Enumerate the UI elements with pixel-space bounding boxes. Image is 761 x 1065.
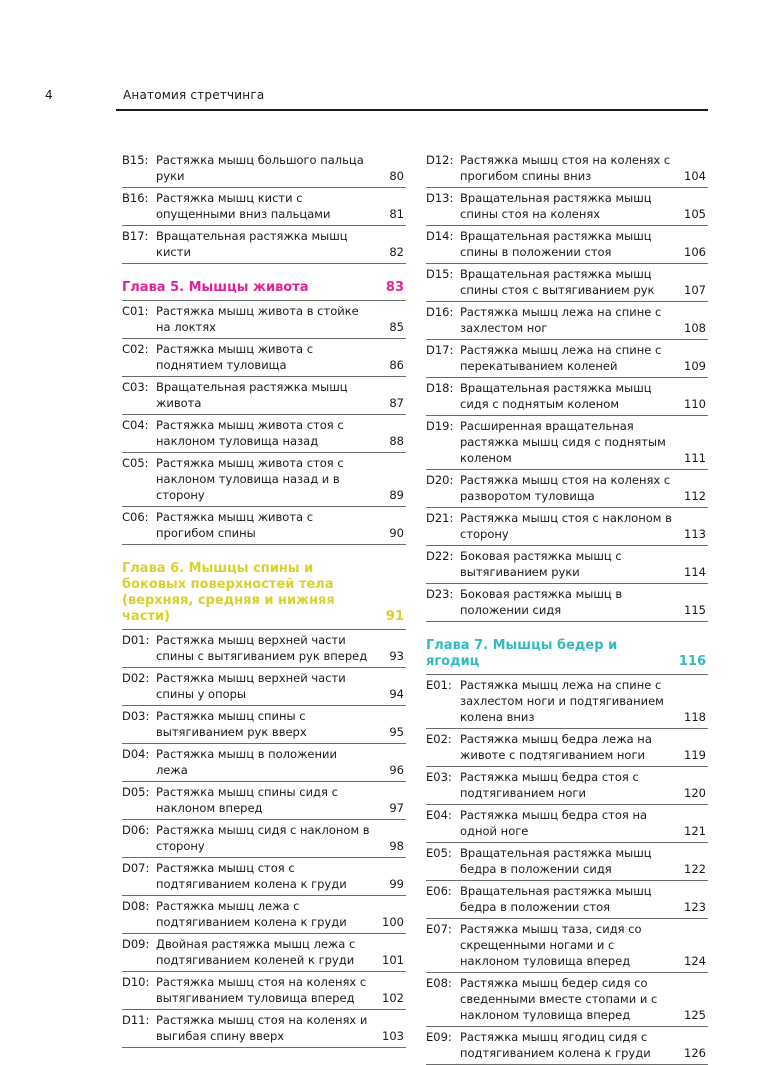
chapter-7-heading[interactable] <box>426 636 708 675</box>
toc-right-column <box>426 150 708 1065</box>
entry-title: Растяжка мышц таза, сидя со скрещенными ногами и с наклоном туловища вперед <box>460 922 642 968</box>
entry-code: C05: <box>122 456 149 470</box>
entry-title: Растяжка мышц стоя с подтягиванием колена к груди <box>156 861 347 891</box>
entry-title: Растяжка мышц лежа на спине с захлестом ног <box>460 305 662 335</box>
entry-page: 107 <box>684 283 706 297</box>
toc-entry[interactable] <box>426 919 708 973</box>
entry-page: 113 <box>684 527 706 541</box>
entry-page: 102 <box>382 991 404 1005</box>
entry-title: Растяжка мышц живота стоя с наклоном туловища назад и в сторону <box>156 456 344 502</box>
entry-title: Растяжка мышц живота с поднятием туловища <box>156 342 314 372</box>
entry-title: Вращательная растяжка мышц спины в положении стоя <box>460 229 652 259</box>
toc-entry[interactable] <box>426 973 708 1027</box>
entry-page: 98 <box>389 839 404 853</box>
page-number: 4 <box>45 88 53 102</box>
entry-code: D12: <box>426 153 454 167</box>
entry-page: 81 <box>389 207 404 221</box>
entry-page: 96 <box>389 763 404 777</box>
entry-title: Вращательная растяжка мышц бедра в положении стоя <box>460 884 652 914</box>
entry-page: 119 <box>684 748 706 762</box>
toc-entry[interactable] <box>122 377 406 415</box>
entry-title: Растяжка мышц верхней части спины с вытягиванием рук вперед <box>156 633 368 663</box>
entry-title: Растяжка мышц стоя на коленях с вытягиванием туловища вперед <box>156 975 367 1005</box>
entry-code: C06: <box>122 510 149 524</box>
entry-code: D10: <box>122 975 150 989</box>
entry-code: D08: <box>122 899 150 913</box>
entry-code: E05: <box>426 846 452 860</box>
entry-title: Вращательная растяжка мышц спины стоя с вытягиванием рук <box>460 267 655 297</box>
toc-d-continued-section <box>426 150 708 622</box>
entry-code: D23: <box>426 587 454 601</box>
toc-entry[interactable] <box>122 934 406 972</box>
entry-code: D13: <box>426 191 454 205</box>
entry-page: 121 <box>684 824 706 838</box>
entry-page: 115 <box>684 603 706 617</box>
entry-page: 101 <box>382 953 404 967</box>
entry-code: D09: <box>122 937 150 951</box>
entry-title: Расширенная вращательная растяжка мышц сидя с поднятым коленом <box>460 419 666 465</box>
toc-entry[interactable] <box>426 416 708 470</box>
toc-entry[interactable] <box>426 881 708 919</box>
entry-code: D14: <box>426 229 454 243</box>
entry-title: Двойная растяжка мышц лежа с подтягиванием коленей к груди <box>156 937 356 967</box>
entry-code: E07: <box>426 922 452 936</box>
entry-page: 93 <box>389 649 404 663</box>
toc-left-column <box>122 150 406 1048</box>
entry-code: D11: <box>122 1013 150 1027</box>
entry-title: Растяжка мышц стоя с наклоном в сторону <box>460 511 672 541</box>
toc-d-section <box>122 630 406 1048</box>
entry-title: Растяжка мышц бедер сидя со сведенными вместе стопами и с наклоном туловища вперед <box>460 976 658 1022</box>
entry-code: B16: <box>122 191 149 205</box>
toc-entry[interactable] <box>122 744 406 782</box>
toc-entry[interactable] <box>122 188 406 226</box>
entry-page: 82 <box>389 245 404 259</box>
entry-title: Растяжка мышц лежа на спине с перекатыванием коленей <box>460 343 662 373</box>
entry-title: Растяжка мышц лежа на спине с захлестом ноги и подтягиванием колена вниз <box>460 678 664 724</box>
entry-title: Растяжка мышц большого пальца руки <box>156 153 364 183</box>
entry-title: Растяжка мышц стоя на коленях с разворотом туловища <box>460 473 671 503</box>
entry-page: 80 <box>389 169 404 183</box>
entry-code: D03: <box>122 709 150 723</box>
entry-code: D04: <box>122 747 150 761</box>
chapter-title: Глава 5. Мышцы живота <box>122 280 309 295</box>
toc-entry[interactable] <box>122 782 406 820</box>
toc-entry[interactable] <box>426 767 708 805</box>
toc-entry[interactable] <box>426 508 708 546</box>
toc-b-section <box>122 150 406 264</box>
toc-entry[interactable] <box>426 264 708 302</box>
entry-title: Вращательная растяжка мышц спины стоя на коленях <box>460 191 652 221</box>
entry-page: 86 <box>389 358 404 372</box>
entry-code: D07: <box>122 861 150 875</box>
entry-code: B15: <box>122 153 149 167</box>
entry-page: 88 <box>389 434 404 448</box>
toc-entry[interactable] <box>426 675 708 729</box>
chapter-page: 91 <box>385 609 404 624</box>
toc-entry[interactable] <box>426 729 708 767</box>
entry-page: 111 <box>684 451 706 465</box>
toc-entry[interactable] <box>426 150 708 188</box>
entry-page: 95 <box>389 725 404 739</box>
entry-title: Растяжка мышц бедра стоя с подтягиванием ноги <box>460 770 639 800</box>
entry-page: 99 <box>389 877 404 891</box>
entry-code: C04: <box>122 418 149 432</box>
toc-entry[interactable] <box>426 302 708 340</box>
toc-entry[interactable] <box>122 858 406 896</box>
entry-code: E01: <box>426 678 452 692</box>
running-title: Анатомия стретчинга <box>123 88 265 102</box>
toc-entry[interactable] <box>122 150 406 188</box>
entry-page: 90 <box>389 526 404 540</box>
toc-entry[interactable] <box>426 1027 708 1065</box>
entry-code: D16: <box>426 305 454 319</box>
entry-title: Растяжка мышц верхней части спины у опоры <box>156 671 346 701</box>
chapter-page: 83 <box>385 280 404 295</box>
entry-code: E02: <box>426 732 452 746</box>
entry-page: 114 <box>684 565 706 579</box>
toc-entry[interactable] <box>426 226 708 264</box>
toc-entry[interactable] <box>426 843 708 881</box>
entry-title: Растяжка мышц сидя с наклоном в сторону <box>156 823 370 853</box>
entry-code: C03: <box>122 380 149 394</box>
toc-entry[interactable] <box>426 546 708 584</box>
entry-page: 124 <box>684 954 706 968</box>
chapter-title: Глава 7. Мышцы бедер и ягодиц <box>426 638 618 669</box>
toc-entry[interactable] <box>122 972 406 1010</box>
entry-page: 85 <box>389 320 404 334</box>
toc-c-section <box>122 301 406 545</box>
entry-page: 89 <box>389 488 404 502</box>
entry-title: Растяжка мышц живота в стойке на локтях <box>156 304 359 334</box>
entry-code: C01: <box>122 304 149 318</box>
chapter-6-heading[interactable] <box>122 559 406 630</box>
entry-code: E03: <box>426 770 452 784</box>
entry-title: Растяжка мышц бедра лежа на животе с подтягиванием ноги <box>460 732 652 762</box>
entry-code: D06: <box>122 823 150 837</box>
entry-title: Растяжка мышц стоя на коленях и выгибая спину вверх <box>156 1013 368 1043</box>
entry-code: D20: <box>426 473 454 487</box>
entry-title: Растяжка мышц лежа с подтягиванием колена к груди <box>156 899 347 929</box>
entry-title: Растяжка мышц бедра стоя на одной ноге <box>460 808 648 838</box>
entry-page: 118 <box>684 710 706 724</box>
entry-page: 120 <box>684 786 706 800</box>
chapter-title: Глава 6. Мышцы спины и боковых поверхностей тела (верхняя, средняя и нижняя части) <box>122 561 335 624</box>
entry-code: E04: <box>426 808 452 822</box>
toc-entry[interactable] <box>122 820 406 858</box>
entry-title: Вращательная растяжка мышц живота <box>156 380 348 410</box>
toc-entry[interactable] <box>122 706 406 744</box>
entry-code: D15: <box>426 267 454 281</box>
toc-entry[interactable] <box>426 340 708 378</box>
chapter-5-heading[interactable] <box>122 278 406 301</box>
entry-page: 87 <box>389 396 404 410</box>
entry-code: E08: <box>426 976 452 990</box>
entry-code: D19: <box>426 419 454 433</box>
entry-code: D05: <box>122 785 150 799</box>
entry-code: E09: <box>426 1030 452 1044</box>
entry-title: Вращательная растяжка мышц бедра в положении сидя <box>460 846 652 876</box>
entry-title: Вращательная растяжка мышц кисти <box>156 229 348 259</box>
entry-page: 100 <box>382 915 404 929</box>
entry-page: 109 <box>684 359 706 373</box>
entry-title: Растяжка мышц в положении лежа <box>156 747 337 777</box>
toc-entry[interactable] <box>122 339 406 377</box>
toc-entry[interactable] <box>426 584 708 622</box>
entry-code: D02: <box>122 671 150 685</box>
toc-entry[interactable] <box>426 470 708 508</box>
entry-page: 110 <box>684 397 706 411</box>
toc-entry[interactable] <box>122 301 406 339</box>
entry-page: 106 <box>684 245 706 259</box>
entry-page: 122 <box>684 862 706 876</box>
entry-code: D01: <box>122 633 150 647</box>
toc-e-section <box>426 675 708 1065</box>
entry-code: E06: <box>426 884 452 898</box>
entry-code: D22: <box>426 549 454 563</box>
chapter-page: 116 <box>678 654 706 669</box>
entry-page: 105 <box>684 207 706 221</box>
toc-entry[interactable] <box>122 453 406 507</box>
entry-page: 97 <box>389 801 404 815</box>
entry-title: Растяжка мышц спины с вытягиванием рук вверх <box>156 709 307 739</box>
entry-title: Растяжка мышц живота стоя с наклоном туловища назад <box>156 418 344 448</box>
entry-code: D17: <box>426 343 454 357</box>
entry-code: C02: <box>122 342 149 356</box>
toc-entry[interactable] <box>122 415 406 453</box>
page-header <box>0 0 761 120</box>
toc-entry[interactable] <box>122 630 406 668</box>
entry-title: Боковая растяжка мышц с вытягиванием руки <box>460 549 622 579</box>
entry-title: Вращательная растяжка мышц сидя с поднятым коленом <box>460 381 652 411</box>
entry-title: Растяжка мышц стоя на коленях с прогибом спины вниз <box>460 153 671 183</box>
header-rule <box>116 109 708 111</box>
toc-entry[interactable] <box>122 896 406 934</box>
toc-entry[interactable] <box>122 668 406 706</box>
toc-entry[interactable] <box>122 226 406 264</box>
entry-page: 94 <box>389 687 404 701</box>
entry-page: 112 <box>684 489 706 503</box>
toc-entry[interactable] <box>426 378 708 416</box>
entry-page: 125 <box>684 1008 706 1022</box>
entry-title: Растяжка мышц ягодиц сидя с подтягиванием колена к груди <box>460 1030 651 1060</box>
toc-entry[interactable] <box>122 507 406 545</box>
entry-page: 123 <box>684 900 706 914</box>
entry-page: 103 <box>382 1029 404 1043</box>
entry-code: D18: <box>426 381 454 395</box>
entry-page: 108 <box>684 321 706 335</box>
entry-title: Боковая растяжка мышц в положении сидя <box>460 587 623 617</box>
entry-page: 126 <box>684 1046 706 1060</box>
entry-title: Растяжка мышц живота с прогибом спины <box>156 510 314 540</box>
entry-code: D21: <box>426 511 454 525</box>
entry-code: B17: <box>122 229 149 243</box>
entry-page: 104 <box>684 169 706 183</box>
toc-entry[interactable] <box>426 805 708 843</box>
toc-entry[interactable] <box>426 188 708 226</box>
entry-title: Растяжка мышц кисти с опущенными вниз пальцами <box>156 191 331 221</box>
entry-title: Растяжка мышц спины сидя с наклоном вперед <box>156 785 338 815</box>
toc-entry[interactable] <box>122 1010 406 1048</box>
